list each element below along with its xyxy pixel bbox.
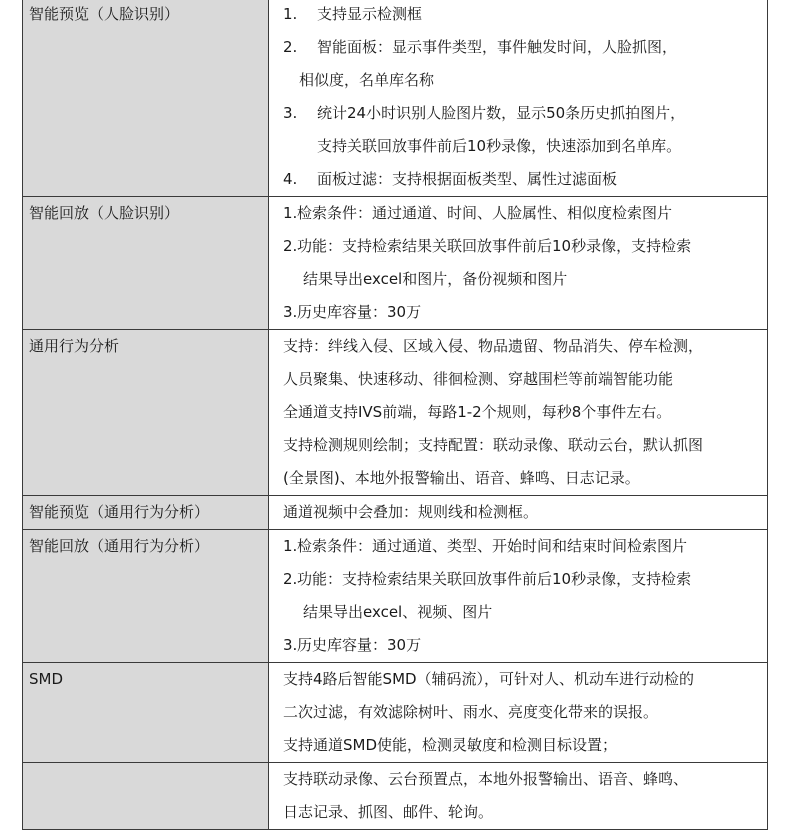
row-label <box>23 763 269 830</box>
list-item: 2.功能：支持检索结果关联回放事件前后10秒录像，支持检索 <box>283 570 692 588</box>
table-row <box>23 0 768 197</box>
list-item: 2.功能：支持检索结果关联回放事件前后10秒录像，支持检索 <box>283 237 692 255</box>
row-content <box>269 496 768 530</box>
row-content <box>269 763 768 830</box>
text-line: 支持4路后智能SMD（辅码流），可针对人、机动车进行动检的 <box>283 670 695 688</box>
row-content <box>269 330 768 496</box>
text-line: 支持：绊线入侵、区域入侵、物品遗留、物品消失、停车检测， <box>283 337 704 355</box>
text-line: 人员聚集、快速移动、徘徊检测、穿越围栏等前端智能功能 <box>283 370 674 388</box>
row-content <box>269 197 768 330</box>
list-item: 3.历史库容量：30万 <box>283 636 422 654</box>
row-label: SMD <box>23 663 269 763</box>
list-item: 3. 统计24小时识别人脸图片数，显示50条历史抓拍图片， <box>283 104 686 122</box>
list-item-continuation: 支持关联回放事件前后10秒录像，快速添加到名单库。 <box>317 137 682 155</box>
list-item: 2. 智能面板：显示事件类型，事件触发时间，人脸抓图， <box>283 38 678 56</box>
table-row <box>23 763 768 830</box>
text-line: 支持联动录像、云台预置点，本地外报警输出、语音、蜂鸣、 <box>283 770 689 788</box>
text-line: 支持检测规则绘制；支持配置：联动录像、联动云台，默认抓图 <box>283 436 704 454</box>
row-label: 智能预览（通用行为分析） <box>23 496 269 530</box>
spec-table <box>22 0 768 830</box>
list-item-continuation: 相似度，名单库名称 <box>299 71 435 89</box>
text-line: 通道视频中会叠加：规则线和检测框。 <box>283 503 539 521</box>
table-row <box>23 530 768 663</box>
table-row <box>23 496 768 530</box>
list-item: 1.检索条件：通过通道、时间、人脸属性、相似度检索图片 <box>283 204 673 222</box>
text-line: (全景图)、本地外报警输出、语音、蜂鸣、日志记录。 <box>283 469 640 487</box>
text-line: 支持通道SMD使能，检测灵敏度和检测目标设置； <box>283 736 618 754</box>
row-content <box>269 0 768 197</box>
row-label: 智能预览（人脸识别） <box>23 0 269 197</box>
text-line: 日志记录、抓图、邮件、轮询。 <box>283 803 494 821</box>
list-item: 4. 面板过滤：支持根据面板类型、属性过滤面板 <box>283 170 618 188</box>
row-label: 通用行为分析 <box>23 330 269 496</box>
row-label: 智能回放（人脸识别） <box>23 197 269 330</box>
text-line: 二次过滤，有效滤除树叶、雨水、亮度变化带来的误报。 <box>283 703 659 721</box>
row-content <box>269 530 768 663</box>
table-row <box>23 330 768 496</box>
row-label: 智能回放（通用行为分析） <box>23 530 269 663</box>
row-content <box>269 663 768 763</box>
list-item: 1. 支持显示检测框 <box>283 5 423 23</box>
list-item-continuation: 结果导出excel、视频、图片 <box>303 603 493 621</box>
text-line: 全通道支持IVS前端，每路1-2个规则，每秒8个事件左右。 <box>283 403 672 421</box>
table-row <box>23 197 768 330</box>
list-item: 1.检索条件：通过通道、类型、开始时间和结束时间检索图片 <box>283 537 688 555</box>
list-item: 3.历史库容量：30万 <box>283 303 422 321</box>
list-item-continuation: 结果导出excel和图片，备份视频和图片 <box>303 270 568 288</box>
table-row <box>23 663 768 763</box>
